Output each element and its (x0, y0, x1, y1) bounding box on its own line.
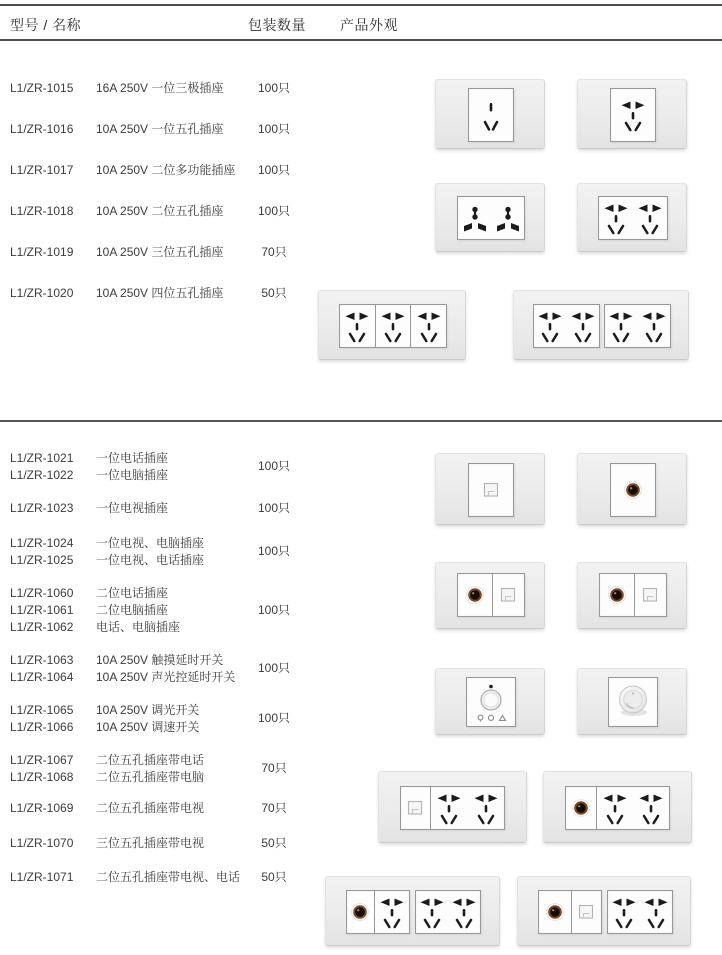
three-pin-socket-glyph (476, 98, 506, 132)
socket-face (565, 786, 670, 830)
socket-face (608, 677, 658, 727)
socket-face (610, 88, 656, 142)
socket-module-cell (416, 891, 448, 933)
model-code: L1/ZR-1023 (10, 501, 74, 515)
five-hole-socket-glyph (449, 895, 479, 929)
phone-computer-jack-glyph (576, 903, 596, 921)
model-code: L1/ZR-1067 (10, 753, 74, 767)
socket-tv-plus-two-5hole (543, 771, 692, 843)
socket-module-cell (634, 574, 667, 616)
phone-computer-jack-glyph (405, 799, 425, 817)
product-name: 10A 250V 声光控延时开关 (96, 670, 236, 684)
tv-coax-glyph (622, 479, 644, 501)
product-name: 二位电话插座 (96, 586, 169, 600)
product-name: 三位五孔插座带电视 (96, 836, 205, 850)
pack-quantity: 100只 (257, 81, 291, 95)
socket-face (415, 890, 481, 934)
model-code: L1/ZR-1020 (10, 286, 74, 300)
socket-module-cell (638, 305, 671, 347)
phone-computer-jack-glyph (640, 586, 660, 604)
model-code: L1/ZR-1069 (10, 801, 74, 815)
socket-face (468, 463, 514, 517)
model-code: L1/ZR-1071 (10, 870, 74, 884)
product-name: 10A 250V 调速开关 (96, 720, 200, 734)
socket-module-cell (600, 574, 634, 616)
pack-quantity: 100只 (257, 544, 291, 558)
product-name: 10A 250V 调光开关 (96, 703, 200, 717)
socket-module-cell (539, 891, 571, 933)
phone-computer-jack-glyph (498, 586, 518, 604)
pack-quantity: 100只 (257, 661, 291, 675)
tv-coax-glyph (606, 584, 628, 606)
socket-module-cell (340, 305, 375, 347)
model-code: L1/ZR-1016 (10, 122, 74, 136)
model-code: L1/ZR-1068 (10, 770, 74, 784)
pack-quantity: 100只 (257, 603, 291, 617)
five-hole-socket-glyph (434, 791, 464, 825)
product-name: 二位五孔插座带电视 (96, 801, 205, 815)
five-hole-socket-glyph (606, 309, 636, 343)
product-name: 10A 250V 二位多功能插座 (96, 163, 236, 177)
five-hole-socket-glyph (417, 895, 447, 929)
socket-module-cell (374, 891, 410, 933)
five-hole-socket-glyph (618, 98, 648, 132)
tv-coax-glyph (544, 901, 566, 923)
five-hole-socket-glyph (639, 309, 669, 343)
five-hole-socket-glyph (601, 201, 631, 235)
tv-coax-glyph (570, 797, 592, 819)
socket-module-cell (401, 787, 430, 829)
model-code: L1/ZR-1021 (10, 451, 74, 465)
pack-quantity: 100只 (257, 459, 291, 473)
tv-coax-glyph (349, 901, 371, 923)
pack-quantity: 100只 (257, 122, 291, 136)
socket-two-5hole (577, 183, 687, 252)
model-code: L1/ZR-1060 (10, 586, 74, 600)
socket-face (346, 890, 410, 934)
product-name: 二位五孔插座带电视、电话 (96, 870, 241, 884)
socket-module-cell (467, 787, 504, 829)
product-name: 二位五孔插座带电话 (96, 753, 205, 767)
header-underline (0, 39, 722, 41)
product-name: 电话、电脑插座 (96, 620, 181, 634)
socket-module-cell (605, 305, 638, 347)
model-code: L1/ZR-1065 (10, 703, 74, 717)
socket-face (607, 890, 673, 934)
socket-module-cell (611, 89, 655, 141)
socket-three-5hole (318, 290, 466, 360)
pack-quantity: 50只 (261, 836, 287, 850)
five-hole-socket-glyph (535, 309, 565, 343)
socket-one-3pin (435, 79, 545, 149)
pack-quantity: 50只 (261, 286, 287, 300)
five-hole-socket-glyph (609, 895, 639, 929)
five-hole-socket-glyph (414, 309, 444, 343)
product-name: 10A 250V 一位五孔插座 (96, 122, 224, 136)
model-code: L1/ZR-1017 (10, 163, 74, 177)
socket-tv-and-jack-a (435, 562, 545, 629)
product-name: 二位电脑插座 (96, 603, 169, 617)
socket-face (598, 196, 668, 240)
socket-module-cell (448, 891, 480, 933)
rotary-dimmer-knob-glyph (609, 679, 657, 725)
five-hole-socket-glyph (471, 791, 501, 825)
socket-one-5hole (577, 79, 687, 149)
socket-module-cell (534, 305, 567, 347)
socket-module-cell (430, 787, 468, 829)
socket-face (457, 196, 525, 240)
model-code: L1/ZR-1070 (10, 836, 74, 850)
socket-module-cell (633, 787, 669, 829)
pack-quantity: 70只 (261, 761, 287, 775)
socket-one-tv (577, 453, 687, 525)
five-hole-socket-glyph (377, 895, 407, 929)
socket-module-cell (571, 891, 602, 933)
model-code: L1/ZR-1019 (10, 245, 74, 259)
socket-module-cell (347, 891, 374, 933)
socket-tv-jack-plus-two-5hole (517, 876, 691, 946)
product-name: 一位电话插座 (96, 451, 169, 465)
socket-module-cell (596, 787, 633, 829)
socket-face (466, 677, 516, 727)
universal-outlet-glyph (461, 202, 489, 234)
socket-module-cell (458, 574, 492, 616)
product-name: 16A 250V 一位三极插座 (96, 81, 224, 95)
socket-module-cell (469, 464, 513, 516)
socket-module-cell (609, 678, 657, 726)
socket-module-cell (611, 464, 655, 516)
product-name: 二位五孔插座带电脑 (96, 770, 205, 784)
five-hole-socket-glyph (600, 791, 630, 825)
socket-face (457, 573, 525, 617)
socket-module-cell (599, 197, 633, 239)
column-header-model-name: 型号 / 名称 (10, 17, 82, 33)
socket-face (538, 890, 602, 934)
model-code: L1/ZR-1025 (10, 553, 74, 567)
model-code: L1/ZR-1062 (10, 620, 74, 634)
model-code: L1/ZR-1064 (10, 670, 74, 684)
socket-module-cell (467, 678, 515, 726)
column-header-quantity: 包装数量 (248, 17, 306, 33)
product-name: 10A 250V 二位五孔插座 (96, 204, 224, 218)
model-code: L1/ZR-1024 (10, 536, 74, 550)
socket-tv-and-jack-b (577, 562, 687, 629)
five-hole-socket-glyph (636, 791, 666, 825)
socket-face (610, 463, 656, 517)
switch-rotary-dimmer (577, 668, 687, 735)
socket-two-universal (435, 183, 545, 252)
pack-quantity: 70只 (261, 801, 287, 815)
five-hole-socket-glyph (641, 895, 671, 929)
product-name: 10A 250V 四位五孔插座 (96, 286, 224, 300)
section-divider (0, 420, 722, 422)
socket-module-cell (375, 305, 411, 347)
socket-module-cell (469, 89, 513, 141)
socket-face (599, 573, 667, 617)
product-name: 10A 250V 触摸延时开关 (96, 653, 224, 667)
five-hole-socket-glyph (342, 309, 372, 343)
socket-module-cell (566, 787, 596, 829)
product-name: 一位电视、电话插座 (96, 553, 205, 567)
product-name: 一位电视、电脑插座 (96, 536, 205, 550)
socket-module-cell (492, 574, 525, 616)
socket-face (400, 786, 505, 830)
socket-face (468, 88, 514, 142)
five-hole-socket-glyph (378, 309, 408, 343)
pack-quantity: 100只 (257, 163, 291, 177)
universal-outlet-glyph (494, 202, 522, 234)
model-code: L1/ZR-1022 (10, 468, 74, 482)
pack-quantity: 70只 (261, 245, 287, 259)
socket-face (533, 304, 600, 348)
socket-module-cell (633, 197, 667, 239)
product-name: 一位电视插座 (96, 501, 169, 515)
socket-face (339, 304, 447, 348)
model-code: L1/ZR-1018 (10, 204, 74, 218)
switch-touch-delay (435, 668, 545, 735)
five-hole-socket-glyph (568, 309, 598, 343)
pack-quantity: 50只 (261, 870, 287, 884)
top-rule (0, 4, 722, 6)
phone-computer-jack-glyph (481, 481, 501, 499)
socket-module-cell (640, 891, 672, 933)
column-header-appearance: 产品外观 (340, 17, 398, 33)
socket-module-cell (458, 197, 491, 239)
pack-quantity: 100只 (257, 501, 291, 515)
socket-face (604, 304, 671, 348)
tv-coax-glyph (464, 584, 486, 606)
socket-four-5hole (513, 290, 689, 360)
touch-delay-switch-glyph (467, 679, 515, 725)
socket-module-cell (608, 891, 640, 933)
socket-tv-plus-three-5hole (325, 876, 500, 946)
pack-quantity: 100只 (257, 204, 291, 218)
pack-quantity: 100只 (257, 711, 291, 725)
socket-one-jack (435, 453, 545, 525)
socket-module-cell (567, 305, 600, 347)
socket-jack-plus-two-5hole (378, 771, 527, 843)
socket-module-cell (491, 197, 524, 239)
five-hole-socket-glyph (635, 201, 665, 235)
product-name: 一位电脑插座 (96, 468, 169, 482)
product-name: 10A 250V 三位五孔插座 (96, 245, 224, 259)
model-code: L1/ZR-1063 (10, 653, 74, 667)
model-code: L1/ZR-1061 (10, 603, 74, 617)
socket-module-cell (410, 305, 446, 347)
model-code: L1/ZR-1066 (10, 720, 74, 734)
model-code: L1/ZR-1015 (10, 81, 74, 95)
